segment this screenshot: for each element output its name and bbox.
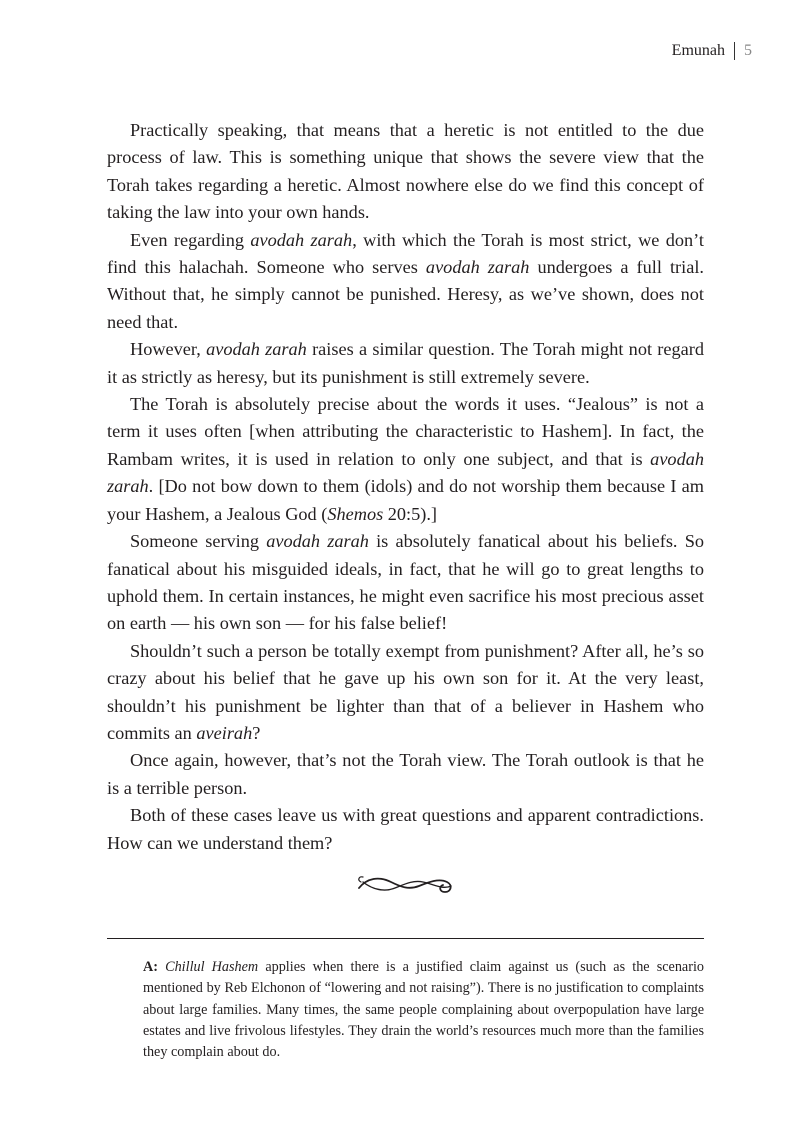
text-run: raises a similar question. The Torah might not regard it as strictly as heresy, but its punishment is still extremely severe. [107,339,704,387]
body-paragraph [107,528,704,638]
italic-term: avodah zarah [250,229,353,250]
italic-term: avodah zarah [206,339,307,360]
body-paragraph [107,747,704,802]
text-run: The Torah is absolutely precise about the words it uses. “Jealous” is not a term it uses often [when attributing the characteristic to Hashem]. In fact, the Rambam writes, it is used in relation to only one subject, and that is [107,394,704,469]
text-run: undergoes a full trial. Without that, he simply cannot be punished. Heresy, as we’ve shown, does not need that. [107,257,704,332]
italic-term: Chillul Hashem [165,959,259,975]
chapter-title: Emunah [671,42,725,59]
body-paragraph [107,117,704,227]
text-run: Even regarding [130,229,251,250]
text-run: ? [252,722,261,743]
footnote-label: A: [143,959,158,975]
text-run: However, [130,339,207,360]
italic-term: Shemos [327,503,384,524]
body-paragraph [107,802,704,857]
text-run: . [Do not bow down to them (idols) and do not worship them because I am your Hashem, a Jealous God ( [107,476,704,524]
text-run: Someone serving [130,531,267,552]
body-paragraph [107,227,704,337]
header-divider [734,42,735,60]
text-run: Both of these cases leave us with great questions and apparent contradictions. How can we understand them? [107,805,704,853]
footnote [143,957,704,1063]
text-run: 20:5).] [383,503,438,524]
text-run: is absolutely fanatical about his beliefs. So fanatical about his misguided ideals, in fact, that he will go to great lengths to uphold them. In certain instances, he might even sacrifice his most precious asset on earth — his own son — for his false belief! [107,531,704,634]
italic-term: avodah zarah [425,257,530,278]
text-run: Once again, however, that’s not the Torah view. The Torah outlook is that he is a terrible person. [107,750,704,798]
page-number: 5 [744,42,752,59]
footnote-rule [107,938,704,939]
body-paragraph [107,638,704,748]
running-head [672,42,752,60]
text-run: Practically speaking, that means that a heretic is not entitled to the due process of law. This is something unique that shows the severe view that the Torah takes regarding a heretic. Almost nowhere else do we find this concept of taking the law into your own hands. [107,120,704,223]
body-paragraph [107,391,704,528]
body-text [107,117,704,857]
footnote-paragraph [143,957,704,1063]
text-run: applies when there is a justified claim against us (such as the scenario mentioned by Reb Elchonon of “lowering and not raising”). There is no justification to complaints about large families. Many times, the same people complaining about overpopulation have large estates and live frivolous lifestyles. They drain the world’s resources much more than the families they complain about do. [143,959,704,1061]
text-run: , with which the Torah is most strict, we don’t find this halachah. Someone who serves [107,229,705,278]
text-run: Shouldn’t such a person be totally exempt from punishment? After all, he’s so crazy about his belief that he gave up his own son for it. At the very least, shouldn’t his punishment be lighter than that of a believer in Hashem who commits an [107,640,704,743]
flourish-ornament-icon [355,870,455,900]
italic-term: avodah zarah [266,531,369,552]
body-paragraph [107,336,704,391]
italic-term: aveirah [196,722,253,743]
italic-term: avodah zarah [107,448,704,497]
